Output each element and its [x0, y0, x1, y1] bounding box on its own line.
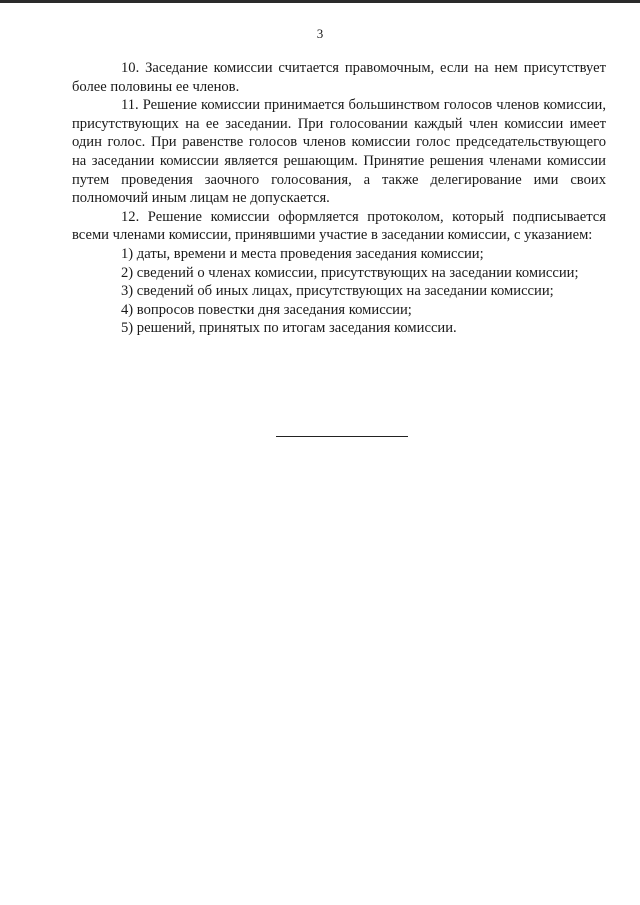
list-item-1: 1) даты, времени и места проведения заседания комиссии;: [121, 245, 484, 262]
page-number: 3: [316, 26, 324, 41]
paragraph-12: 12. Решение комиссии оформляется протоколом, который подписывается всеми членами комиссии, принявшими участие в заседании комиссии, с указанием:: [72, 208, 606, 244]
top-border-line: [0, 0, 640, 3]
paragraph-11: 11. Решение комиссии принимается большинством голосов членов комиссии, присутствующих на ее заседании. При голосовании каждый член комиссии имеет один голос. При равенстве голосов членов комиссии голос председательствующего на заседании комиссии является решающим. Принятие решения членами комиссии путем проведения заочного голосования, а также делегирование ими своих полномочий иным лицам не допускается.: [72, 97, 606, 207]
paragraph-10: 10. Заседание комиссии считается правомочным, если на нем присутствует более половины ее членов.: [72, 60, 606, 95]
list-item-4: 4) вопросов повестки дня заседания комиссии;: [121, 301, 412, 318]
list-item-3: 3) сведений об иных лицах, присутствующих на заседании комиссии;: [121, 283, 554, 300]
closing-divider: [276, 436, 408, 437]
document-body: [72, 59, 606, 338]
list-item-2: 2) сведений о членах комиссии, присутствующих на заседании комиссии;: [121, 264, 579, 281]
list-item-5: 5) решений, принятых по итогам заседания комиссии.: [121, 320, 457, 337]
